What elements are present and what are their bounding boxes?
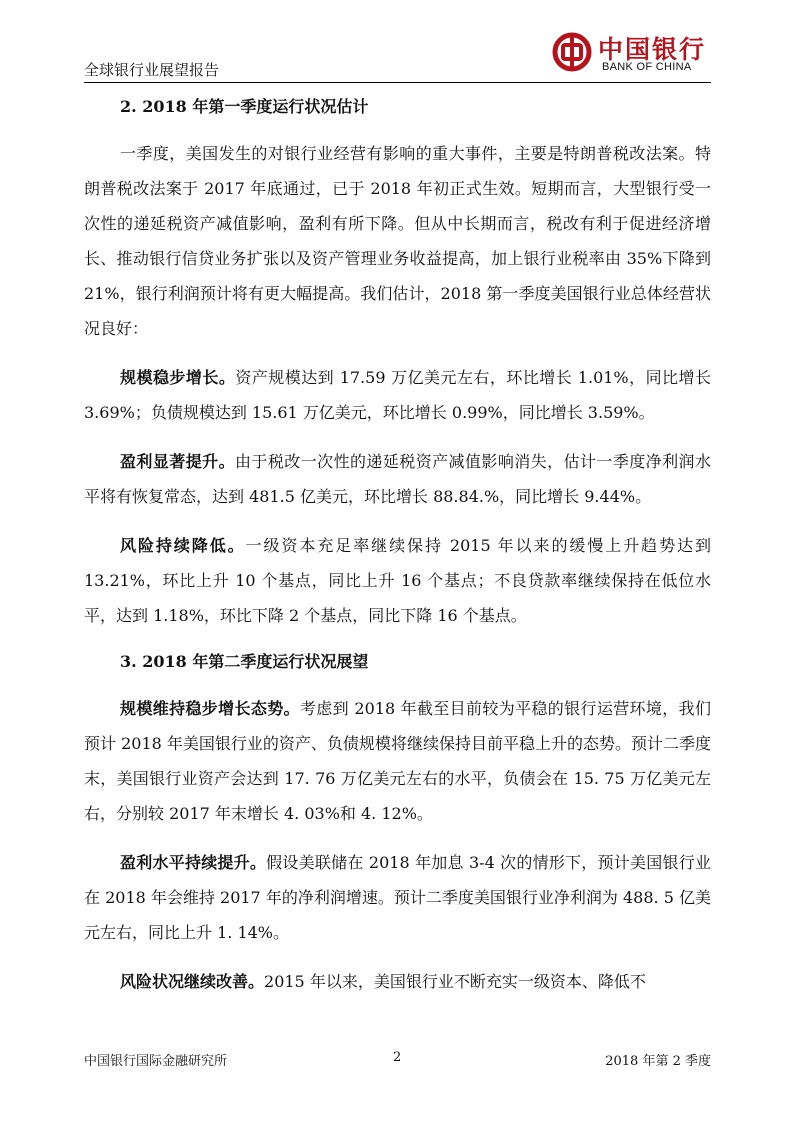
report-title: 全球银行业展望报告 <box>84 61 220 79</box>
paragraph <box>84 136 711 346</box>
section-heading: 3. 2018 年第二季度运行状况展望 <box>120 652 369 671</box>
paragraph <box>84 964 711 999</box>
document-body <box>84 92 711 999</box>
paragraph-text: 考虑到 2018 年截至目前较为平稳的银行运营环境，我们预计 2018 年美国银行业的资产、负债规模将继续保持目前平稳上升的态势。预计二季度末，美国银行业资产会达到 17. 76 万亿美元左右的水平，负债会在 15. 75 万亿美元左右，分别较 2017 年末增长 4. 03%和 4. 12%。 <box>84 699 711 823</box>
paragraph-lead: 风险持续降低。 <box>120 536 246 555</box>
logo-chinese-name: 中国银行 <box>598 35 707 64</box>
paragraph-text: 假设美联储在 2018 年加息 3-4 次的情形下，预计美国银行业在 2018 年会维持 2017 年的净利润增速。预计二季度美国银行业净利润为 488. 5 亿美元左右，同比上升 1. 14%。 <box>84 853 711 942</box>
section-heading: 2. 2018 年第一季度运行状况估计 <box>120 97 369 116</box>
paragraph-lead: 风险状况继续改善。 <box>120 972 265 991</box>
paragraph-lead: 规模稳步增长。 <box>120 368 236 387</box>
paragraph <box>84 444 711 514</box>
paragraph <box>84 691 711 831</box>
footer-institute: 中国银行国际金融研究所 <box>84 1054 228 1069</box>
paragraph <box>84 845 711 950</box>
paragraph-text: 资产规模达到 17.59 万亿美元左右，环比增长 1.01%，同比增长 3.69%；负债规模达到 15.61 万亿美元，环比增长 0.99%，同比增长 3.59%。 <box>84 368 711 422</box>
bank-of-china-logo-icon <box>552 32 592 72</box>
header-divider <box>84 82 711 83</box>
page-number: 2 <box>393 1050 402 1065</box>
paragraph-lead: 盈利水平持续提升。 <box>120 853 267 872</box>
bank-logo <box>552 30 707 78</box>
paragraph-lead: 规模维持稳步增长态势。 <box>120 699 300 718</box>
page-header <box>84 30 711 83</box>
paragraph-text: 一季度，美国发生的对银行业经营有影响的重大事件，主要是特朗普税改法案。特朗普税改法案于 2017 年底通过，已于 2018 年初正式生效。短期而言，大型银行受一次性的递延税资产减值影响，盈利有所下降。但从中长期而言，税改有利于促进经济增长、推动银行信贷业务扩张以及资产管理业务收益提高，加上银行业税率由 35%下降到 21%，银行利润预计将有更大幅提高。我们估计，2018 第一季度美国银行业总体经营状况良好： <box>84 144 711 338</box>
paragraph-text: 一级资本充足率继续保持 2015 年以来的缓慢上升趋势达到 13.21%，环比上升 10 个基点，同比上升 16 个基点；不良贷款率继续保持在低位水平，达到 1.18%，环比下降 2 个基点，同比下降 16 个基点。 <box>84 536 711 625</box>
paragraph <box>84 360 711 430</box>
footer-period: 2018 年第 2 季度 <box>605 1054 711 1069</box>
paragraph-text: 2015 年以来，美国银行业不断充实一级资本、降低不 <box>264 972 646 991</box>
paragraph-lead: 盈利显著提升。 <box>120 452 235 471</box>
paragraph-text: 由于税改一次性的递延税资产减值影响消失，估计一季度净利润水平将有恢复常态，达到 481.5 亿美元，环比增长 88.84.%，同比增长 9.44%。 <box>84 452 711 506</box>
logo-english-name: BANK OF CHINA <box>602 61 692 73</box>
paragraph <box>84 528 711 633</box>
